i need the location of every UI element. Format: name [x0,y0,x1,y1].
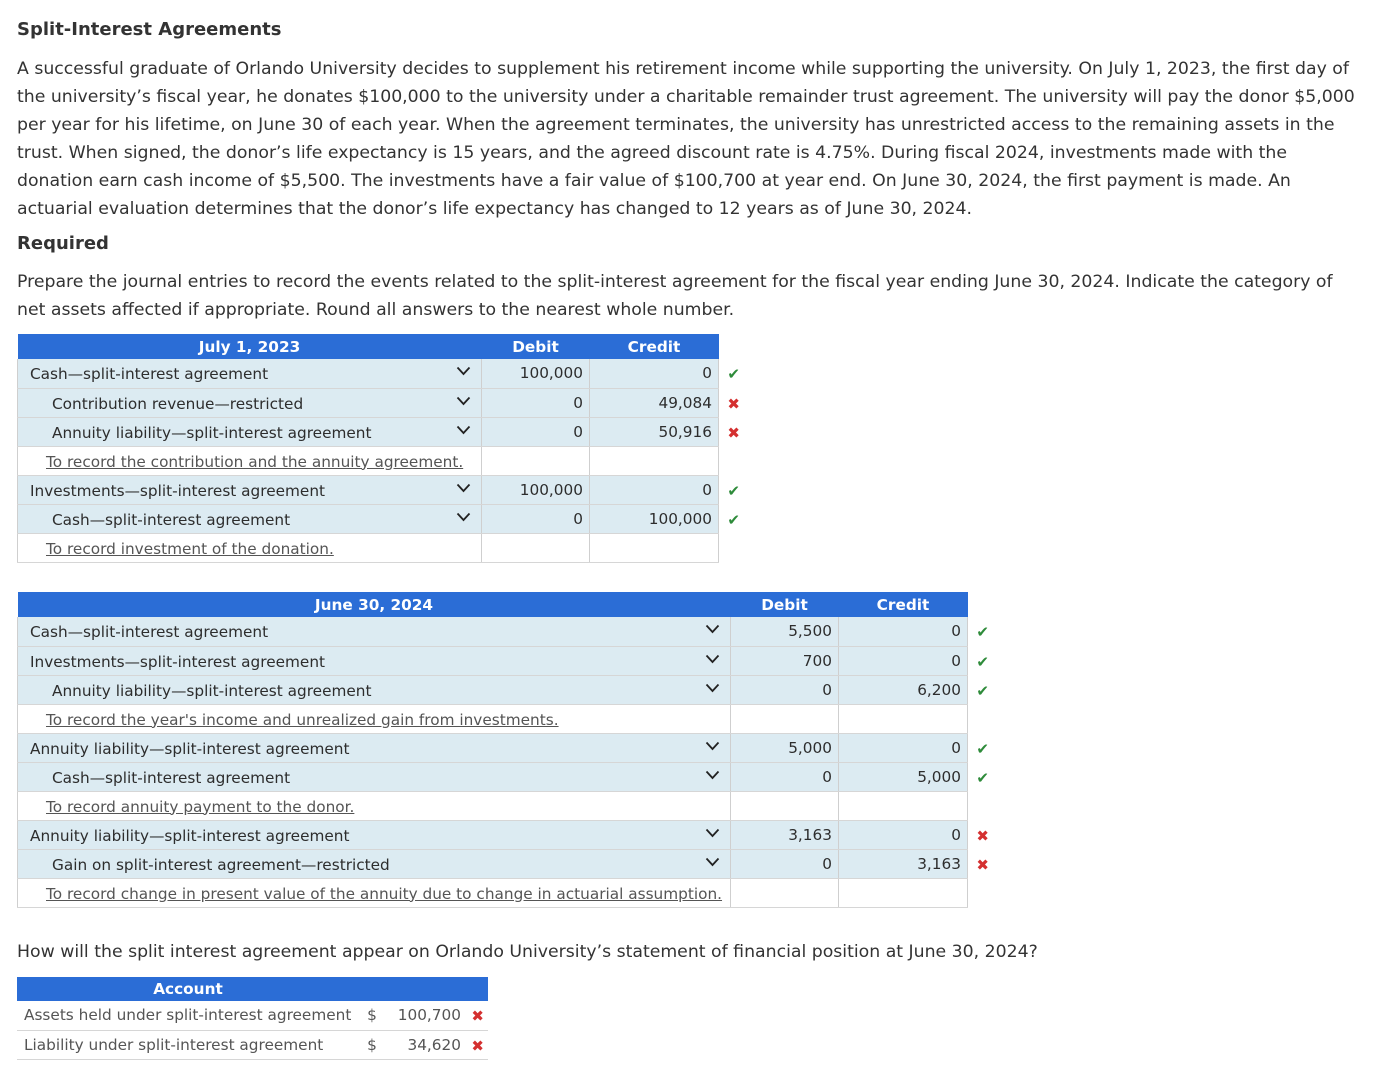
table-row [18,820,968,849]
credit-value: 0 [951,825,961,844]
memo-row [18,533,719,562]
table1-debit-header: Debit [482,334,590,359]
chevron-down-icon [456,366,471,376]
credit-input[interactable] [590,504,740,533]
cross-icon: ✖ [727,394,740,413]
check-icon: ✔ [976,739,989,758]
journal-table-june-2024 [17,592,989,908]
credit-input[interactable] [590,417,740,446]
check-icon: ✔ [727,481,740,500]
table-row [18,675,968,704]
fp-value-input[interactable]: 34,620 [407,1035,461,1054]
table2-date-header: June 30, 2024 [18,592,731,617]
chevron-down-icon [456,512,471,522]
account-select[interactable] [18,617,731,646]
entry-memo: To record the year's income and unrealized gain from investments. [46,710,559,729]
account-select[interactable] [18,388,482,417]
check-icon: ✔ [727,510,740,529]
table-row [18,617,968,646]
account-select[interactable] [18,646,731,675]
debit-input[interactable]: 700 [731,646,839,675]
table-row [18,733,968,762]
chevron-down-icon [456,396,471,406]
account-select[interactable] [18,675,731,704]
chevron-down-icon [705,683,720,693]
account-label: Contribution revenue—restricted [52,394,304,413]
credit-value: 0 [951,651,961,670]
debit-input[interactable]: 0 [482,504,590,533]
account-select[interactable] [18,417,482,446]
account-select[interactable] [18,820,731,849]
question-text: How will the split interest agreement appear on Orlando University’s statement of financial position at June 30, 2024? [17,942,1038,962]
credit-input[interactable] [839,762,989,791]
account-select[interactable] [18,359,482,388]
credit-value: 0 [702,480,712,499]
credit-input[interactable] [839,849,989,878]
entry-memo: To record investment of the donation. [46,539,334,558]
debit-input[interactable]: 0 [482,417,590,446]
credit-value: 100,000 [648,509,712,528]
credit-value: 5,000 [917,767,961,786]
debit-input[interactable]: 5,500 [731,617,839,646]
account-header: Account [17,977,359,1001]
credit-value: 6,200 [917,680,961,699]
debit-input[interactable]: 100,000 [482,359,590,388]
credit-value: 3,163 [917,854,961,873]
account-select[interactable] [18,504,482,533]
cross-icon: ✖ [976,826,989,845]
entry-memo: To record annuity payment to the donor. [46,797,355,816]
fp-currency: $ [359,1001,385,1030]
table-row [17,1030,488,1059]
credit-input[interactable] [590,388,740,417]
account-label: Cash—split-interest agreement [52,510,291,529]
debit-input[interactable]: 5,000 [731,733,839,762]
chevron-down-icon [705,654,720,664]
account-select[interactable] [18,762,731,791]
chevron-down-icon [705,624,720,634]
cross-icon: ✖ [471,1036,484,1055]
fp-value-input[interactable]: 100,700 [397,1006,461,1025]
entry-memo: To record the contribution and the annuity agreement. [46,452,464,471]
table1-date-header: July 1, 2023 [18,334,482,359]
table-row [18,849,968,878]
credit-input[interactable] [839,617,989,646]
debit-input[interactable]: 0 [731,675,839,704]
account-label: Annuity liability—split-interest agreement [52,423,372,442]
chevron-down-icon [705,770,720,780]
table-row [18,475,719,504]
table1-credit-header: Credit [590,334,719,359]
debit-input[interactable]: 0 [482,388,590,417]
check-icon: ✔ [976,681,989,700]
chevron-down-icon [456,483,471,493]
account-label: Cash—split-interest agreement [52,768,291,787]
chevron-down-icon [456,425,471,435]
journal-table-july-2023 [17,334,740,563]
memo-row [18,446,719,475]
debit-input[interactable]: 3,163 [731,820,839,849]
credit-input[interactable] [839,733,989,762]
account-label: Annuity liability—split-interest agreement [30,826,350,845]
credit-value: 49,084 [658,393,712,412]
financial-position-table [17,977,488,1060]
account-label: Annuity liability—split-interest agreement [52,681,372,700]
credit-input[interactable] [839,675,989,704]
credit-value: 0 [951,622,961,641]
table2-debit-header: Debit [731,592,839,617]
memo-row [18,704,968,733]
required-heading: Required [17,233,109,254]
check-icon: ✔ [976,652,989,671]
account-label: Gain on split-interest agreement—restricted [52,855,390,874]
instructions: Prepare the journal entries to record the events related to the split-interest agreement for the fiscal year ending June 30, 2024. Indicate the category of net assets affected if appropriate. Round all answers to the nearest whole number. [17,272,1333,320]
memo-row [18,791,968,820]
table-row [18,359,719,388]
cross-icon: ✖ [976,855,989,874]
page-title: Split-Interest Agreements [17,19,282,40]
credit-input[interactable] [590,475,740,504]
account-select[interactable] [18,733,731,762]
fp-currency: $ [359,1030,385,1059]
debit-input[interactable]: 0 [731,849,839,878]
table-row [18,646,968,675]
problem-intro: A successful graduate of Orlando University decides to supplement his retirement income while supporting the university. On July 1, 2023, the first day of the university’s fiscal year, he donates $100,000 to the university under a charitable remainder trust agreement. The university will pay the donor $5,000 per year for his lifetime, on June 30 of each year. When the agreement terminates, the university has unrestricted access to the remaining assets in the trust. When signed, the donor’s life expectancy is 15 years, and the agreed discount rate is 4.75%. During fiscal 2024, investments made with the donation earn cash income of $5,500. The investments have a fair value of $100,700 at year end. On June 30, 2024, the first payment is made. An actuarial evaluation determines that the donor’s life expectancy has changed to 12 years as of June 30, 2024. [17,59,1355,219]
credit-value: 0 [702,364,712,383]
account-label: Investments—split-interest agreement [30,652,326,671]
table-row [18,417,719,446]
account-select[interactable] [18,849,731,878]
check-icon: ✔ [976,768,989,787]
check-icon: ✔ [727,365,740,383]
entry-memo: To record change in present value of the annuity due to change in actuarial assumption. [46,884,723,903]
fp-account-label: Liability under split-interest agreement [17,1030,359,1059]
chevron-down-icon [705,857,720,867]
account-label: Cash—split-interest agreement [30,623,269,641]
fp-account-label: Assets held under split-interest agreement [17,1001,359,1030]
account-label: Investments—split-interest agreement [30,481,326,500]
account-label: Cash—split-interest agreement [30,365,269,383]
credit-input[interactable] [839,646,989,675]
account-select[interactable] [18,475,482,504]
cross-icon: ✖ [727,423,740,442]
table2-credit-header: Credit [839,592,968,617]
credit-value: 0 [951,738,961,757]
check-icon: ✔ [976,623,989,641]
debit-input[interactable]: 100,000 [482,475,590,504]
account-label: Annuity liability—split-interest agreement [30,739,350,758]
memo-row [18,878,968,907]
table-row [18,762,968,791]
credit-input[interactable] [590,359,740,388]
chevron-down-icon [705,828,720,838]
chevron-down-icon [705,741,720,751]
table-row [17,1001,488,1030]
credit-input[interactable] [839,820,989,849]
credit-value: 50,916 [658,422,712,441]
cross-icon: ✖ [471,1007,484,1025]
table-row [18,388,719,417]
debit-input[interactable]: 0 [731,762,839,791]
table-row [18,504,719,533]
